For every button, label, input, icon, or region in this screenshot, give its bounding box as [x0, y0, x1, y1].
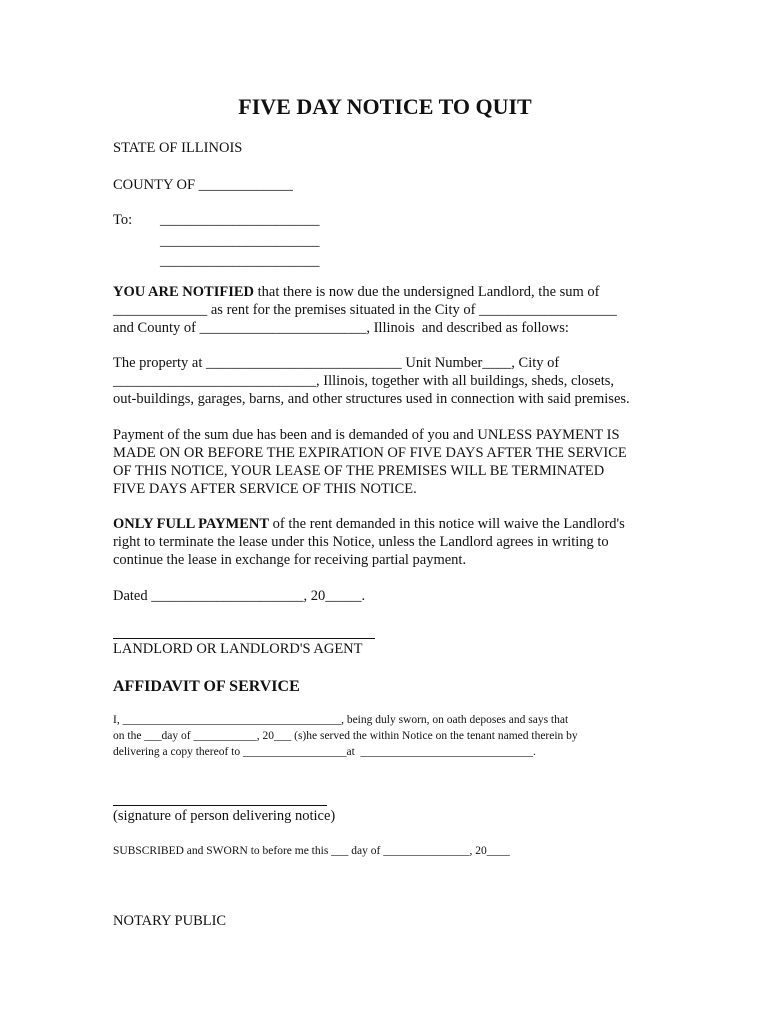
notice-paragraph-line-2: _____________ as rent for the premises situated in the City of ___________________	[113, 302, 617, 318]
dated-line: Dated _____________________, 20_____.	[113, 588, 366, 604]
to-line-2: ______________________	[160, 233, 320, 249]
to-line-1: ______________________	[160, 212, 320, 228]
subscribed-line: SUBSCRIBED and SWORN to before me this ___ day of _______________, 20____	[113, 845, 510, 857]
document-title: FIVE DAY NOTICE TO QUIT	[238, 94, 532, 119]
deliverer-signature-label: (signature of person delivering notice)	[113, 808, 336, 824]
full-payment-line-3: continue the lease in exchange for receiving partial payment.	[113, 552, 467, 568]
payment-line-3: OF THIS NOTICE, YOUR LEASE OF THE PREMISES WILL BE TERMINATED	[113, 463, 605, 479]
full-payment-line-1	[113, 515, 625, 533]
notice-paragraph-line-1	[113, 283, 600, 301]
affidavit-line-3: delivering a copy thereof to __________________at ______________________________.	[113, 746, 536, 758]
full-payment-line-1-rest: of the rent demanded in this notice will waive the Landlord's	[269, 516, 625, 532]
state-line: STATE OF ILLINOIS	[113, 140, 243, 156]
property-line-1: The property at ___________________________ Unit Number____, City of	[113, 355, 560, 371]
payment-line-4: FIVE DAYS AFTER SERVICE OF THIS NOTICE.	[113, 481, 417, 497]
notary-public-label: NOTARY PUBLIC	[113, 913, 227, 929]
full-payment-lead: ONLY FULL PAYMENT	[113, 516, 270, 532]
county-line: COUNTY OF _____________	[113, 177, 293, 193]
landlord-signature-rule	[113, 638, 375, 639]
landlord-signature-label: LANDLORD OR LANDLORD'S AGENT	[113, 641, 363, 657]
affidavit-line-1: I, ______________________________________, being duly sworn, on oath deposes and says that	[113, 714, 569, 726]
to-label: To:	[113, 212, 133, 228]
affidavit-heading: AFFIDAVIT OF SERVICE	[113, 678, 300, 695]
payment-line-2: MADE ON OR BEFORE THE EXPIRATION OF FIVE DAYS AFTER THE SERVICE	[113, 445, 627, 461]
to-line-3: ______________________	[160, 253, 320, 269]
notice-line-1-rest: that there is now due the undersigned Landlord, the sum of	[254, 284, 600, 300]
property-line-3: out-buildings, garages, barns, and other structures used in connection with said premises.	[113, 391, 630, 407]
notice-paragraph-line-3: and County of _______________________, Illinois and described as follows:	[113, 320, 569, 336]
notice-lead: YOU ARE NOTIFIED	[113, 284, 254, 300]
full-payment-line-2: right to terminate the lease under this Notice, unless the Landlord agrees in writing to	[113, 534, 609, 550]
payment-line-1: Payment of the sum due has been and is demanded of you and UNLESS PAYMENT IS	[113, 427, 620, 443]
property-line-2: ____________________________, Illinois, together with all buildings, sheds, closets,	[113, 373, 615, 389]
deliverer-signature-rule	[113, 805, 327, 806]
affidavit-line-2: on the ___day of ___________, 20___ (s)he served the within Notice on the tenant named therein by	[113, 730, 578, 742]
